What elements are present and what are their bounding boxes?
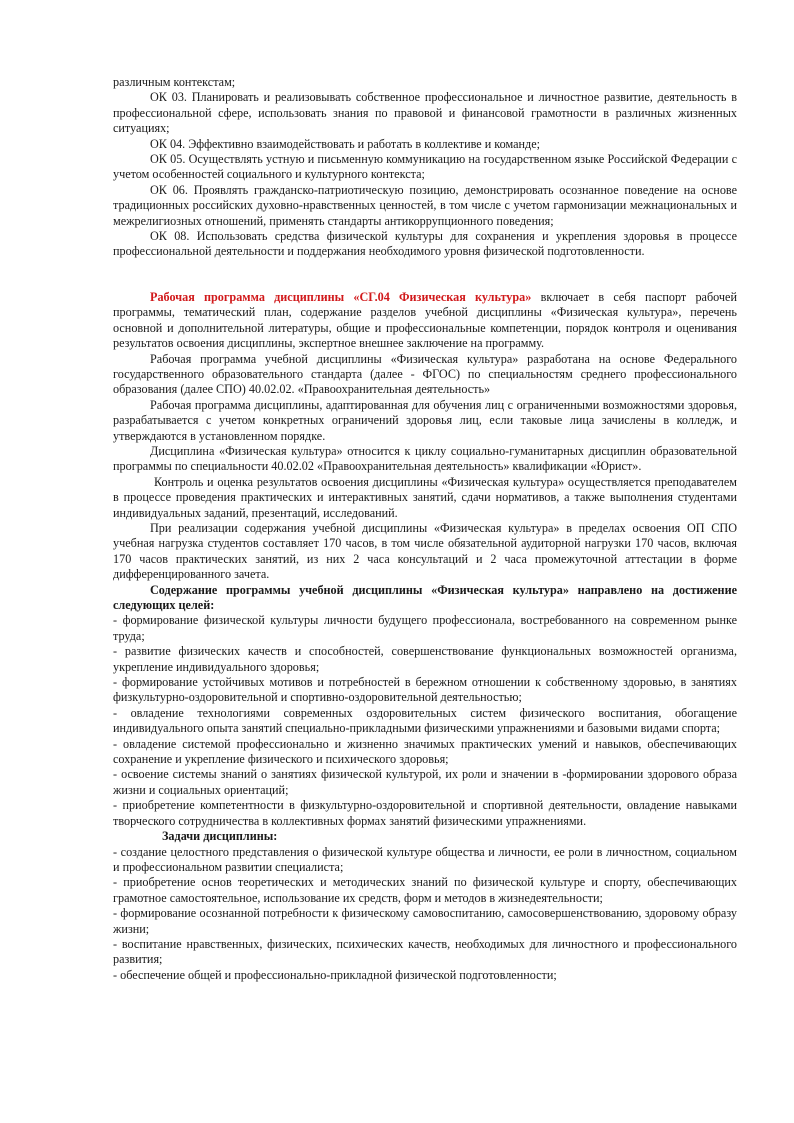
program-intro-paragraph <box>113 290 737 352</box>
ok-03-paragraph: ОК 03. Планировать и реализовывать собственное профессиональное и личностное развитие, деятельность в профессиональной сфере, использовать знания по правовой и финансовой грамотности в различных жизненных ситуациях; <box>113 90 737 136</box>
goal-item: - овладение технологиями современных оздоровительных систем физического воспитания, обогащение индивидуального опыта занятий специально-прикладными физическими упражнениями и базовыми видами спорта; <box>113 705 737 736</box>
task-item: - обеспечение общей и профессионально-прикладной физической подготовленности; <box>113 967 557 982</box>
body-paragraph-adapted: Рабочая программа дисциплины, адаптированная для обучения лиц с ограниченными возможностями здоровья, разрабатывается с учетом конкретных ограничений здоровья лиц, если таковые лица зачислены в колледж, и утверждаются в установленном порядке. <box>113 397 737 443</box>
ok-04-paragraph: ОК 04. Эффективно взаимодействовать и работать в коллективе и команде; <box>150 136 541 151</box>
ok-06-paragraph: ОК 06. Проявлять гражданско-патриотическую позицию, демонстрировать осознанное поведение на основе традиционных российских духовно-нравственных ценностей, в том числе с учетом гармонизации межнациональных и межрелигиозных отношений, применять стандарты антикоррупционного поведения; <box>113 182 737 228</box>
goal-item: - развитие физических качеств и способностей, совершенствование функциональных возможностей организма, укрепление индивидуального здоровья; <box>113 644 737 674</box>
goal-item: - приобретение компетентности в физкультурно-оздоровительной и спортивной деятельности, овладение навыками творческого сотрудничества в коллективных формах занятий физическими упражнениями. <box>113 798 737 828</box>
program-title: Рабочая программа дисциплины «СГ.04 Физическая культура» <box>150 289 532 304</box>
ok-08-paragraph: ОК 08. Использовать средства физической культуры для сохранения и укрепления здоровья в процессе профессиональной деятельности и поддержания необходимого уровня физической подготовленности. <box>113 229 737 259</box>
tasks-heading: Задачи дисциплины: <box>162 829 278 844</box>
goal-item: - формирование устойчивых мотивов и потребностей в бережном отношении к собственному здоровью, в занятиях физкультурно-оздоровительной и спортивно-оздоровительной деятельностью; <box>113 675 737 705</box>
goals-heading: Содержание программы учебной дисциплины «Физическая культура» направлено на достижение следующих целей: <box>113 582 737 612</box>
program-title-tail: включает в себя паспорт рабочей программы, тематический план, содержание разделов учебной дисциплины «Физическая культура», перечень основной и дополнительной литературы, общие и профессиональные компетенции, порядок контроля и оценивания результатов освоения дисциплины, экспертное внешнее заключение на программу. <box>113 289 737 351</box>
goal-item: - формирование физической культуры личности будущего профессионала, востребованного на современном рынке труда; <box>113 613 737 643</box>
goal-item: - освоение системы знаний о занятиях физической культурой, их роли и значении в -формировании здорового образа жизни и социальных ориентаций; <box>113 767 737 797</box>
ok-05-paragraph: ОК 05. Осуществлять устную и письменную коммуникацию на государственном языке Российской Федерации с учетом особенностей социального и культурного контекста; <box>113 152 737 182</box>
body-paragraph-fgos: Рабочая программа учебной дисциплины «Физическая культура» разработана на основе Федерального государственного образовательного стандарта (далее - ФГОС) по специальностям среднего профессионального образования (далее СПО) 40.02.02. «Правоохранительная деятельность» <box>113 351 737 397</box>
body-paragraph-cycle: Дисциплина «Физическая культура» относится к циклу социально-гуманитарных дисциплин образовательной программы по специальности 40.02.02 «Правоохранительная деятельность» квалификации «Юрист». <box>113 443 737 474</box>
task-item: - создание целостного представления о физической культуре общества и личности, ее роли в личностном, социальном и профессиональном развитии специалиста; <box>113 844 737 874</box>
goal-item: - овладение системой профессионально и жизненно значимых практических умений и навыков, обеспечивающих сохранение и укрепление физического и психического здоровья; <box>113 736 737 767</box>
task-item: - воспитание нравственных, физических, психических качеств, необходимых для личностного и профессионального развития; <box>113 936 737 967</box>
body-paragraph-hours: При реализации содержания учебной дисциплины «Физическая культура» в пределах освоения ОП СПО учебная нагрузка студентов составляет 170 часов, в том числе обязательной аудиторной нагрузки 170 часов, включая 170 часов практических занятий, из них 2 часа консультаций и 2 часа промежуточной аттестации в форме дифференцированного зачета. <box>113 520 737 582</box>
document-page <box>113 75 737 983</box>
section-gap <box>113 260 737 290</box>
body-paragraph-control: Контроль и оценка результатов освоения дисциплины «Физическая культура» осуществляется преподавателем в процессе проведения практических и интерактивных занятий, сдачи нормативов, а также выполнения студентами индивидуальных заданий, презентаций, исследований. <box>113 474 737 520</box>
task-item: - приобретение основ теоретических и методических знаний по физической культуре и спорту, обеспечивающих грамотное самостоятельное, использование их средств, форм и методов в жизнедеятельности; <box>113 875 737 905</box>
task-item: - формирование осознанной потребности к физическому самовоспитанию, самосовершенствованию, здоровому образу жизни; <box>113 906 737 936</box>
intro-line-0: различным контекстам; <box>113 75 236 89</box>
